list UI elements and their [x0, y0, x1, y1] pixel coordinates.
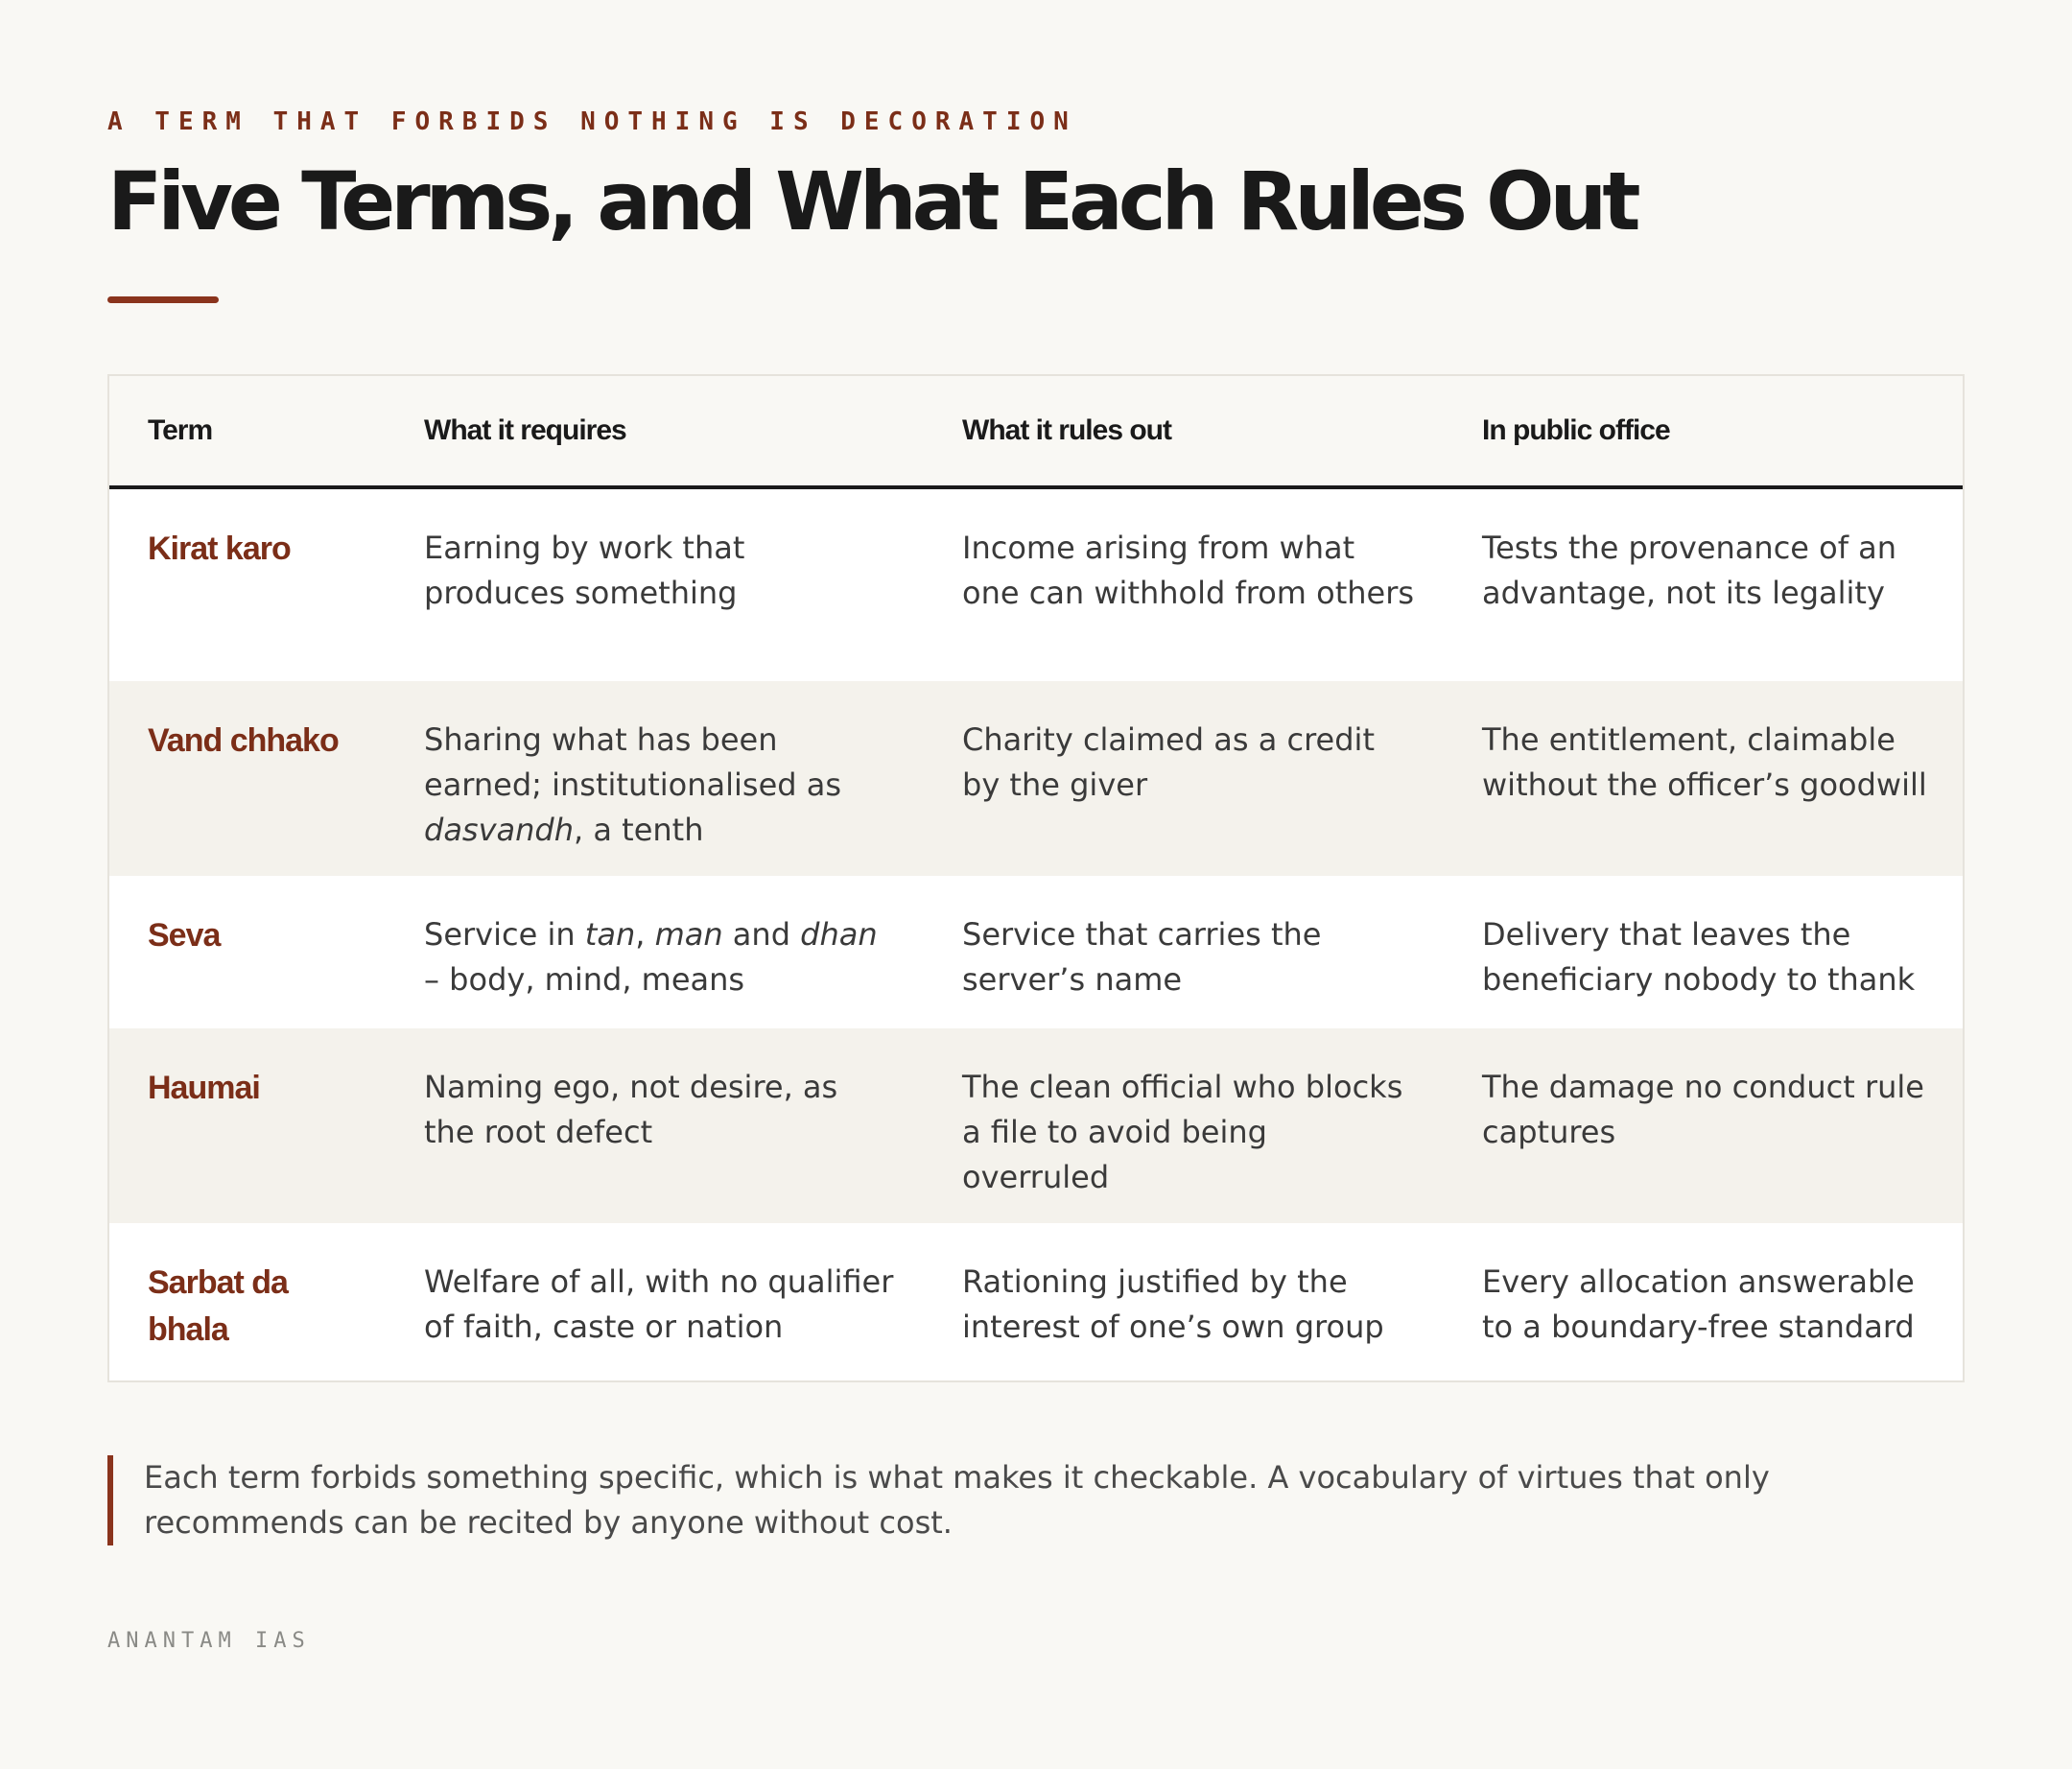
rules-out-cell: Charity claimed as a credit by the giver: [924, 681, 1444, 876]
column-header-term: Term: [109, 376, 386, 487]
requires-cell: Earning by work that produces something: [424, 530, 745, 611]
term-cell: Vand chhako: [109, 681, 386, 876]
requires-text: , a tenth: [574, 812, 704, 848]
footer-brand: ANANTAM IAS: [107, 1629, 311, 1653]
table-row: [109, 1028, 1963, 1223]
requires-cell: [386, 681, 924, 876]
requires-italic-term: man: [654, 916, 723, 953]
term-cell: Haumai: [109, 1028, 386, 1223]
requires-italic-term: dasvandh: [424, 812, 575, 848]
public-office-cell: Tests the provenance of an advantage, not its legality: [1482, 530, 1897, 611]
terms-table: [107, 374, 1965, 1382]
eyebrow: A TERM THAT FORBIDS NOTHING IS DECORATION: [107, 107, 1077, 136]
requires-cell: Naming ego, not desire, as the root defect: [386, 1028, 924, 1223]
requires-text: ,: [635, 916, 655, 953]
table-row: [109, 681, 1963, 876]
rules-out-cell: Rationing justified by the interest of one’s own group: [962, 1263, 1384, 1345]
page-title: Five Terms, and What Each Rules Out: [107, 154, 1636, 248]
requires-text: and: [722, 916, 801, 953]
requires-cell: Welfare of all, with no qualifier of faith, caste or nation: [424, 1263, 894, 1345]
table-row: [109, 487, 1963, 681]
pull-quote-note: Each term forbids something specific, which is what makes it checkable. A vocabulary of virtues that only recommends can be recited by anyone without cost.: [107, 1455, 1965, 1545]
requires-italic-term: dhan: [800, 916, 878, 953]
rules-out-cell: The clean official who blocks a file to avoid being overruled: [924, 1028, 1444, 1223]
requires-text: – body, mind, means: [424, 961, 745, 998]
table-row: [109, 1223, 1963, 1380]
term-cell: Sarbat da bhala: [148, 1264, 288, 1348]
table-header-row: [109, 376, 1963, 487]
term-cell: Seva: [148, 917, 221, 954]
requires-italic-term: tan: [584, 916, 636, 953]
requires-text: Sharing what has been earned; institutionalised as: [424, 721, 842, 803]
rules-out-cell: Service that carries the server’s name: [962, 916, 1322, 998]
public-office-cell: Delivery that leaves the beneficiary nobody to thank: [1482, 916, 1916, 998]
requires-text: Service in: [424, 916, 585, 953]
term-cell: Kirat karo: [148, 531, 291, 567]
requires-cell: [386, 876, 924, 1028]
public-office-cell: The entitlement, claimable without the officer’s goodwill: [1444, 681, 1963, 876]
title-accent-rule: [107, 296, 219, 303]
rules-out-cell: Income arising from what one can withhold from others: [962, 530, 1415, 611]
public-office-cell: Every allocation answerable to a boundary-free standard: [1482, 1263, 1915, 1345]
column-header-requires: What it requires: [386, 376, 924, 487]
column-header-rules-out: What it rules out: [924, 376, 1444, 487]
table-row: [109, 876, 1963, 1028]
column-header-public-office: In public office: [1444, 376, 1963, 487]
public-office-cell: The damage no conduct rule captures: [1444, 1028, 1963, 1223]
